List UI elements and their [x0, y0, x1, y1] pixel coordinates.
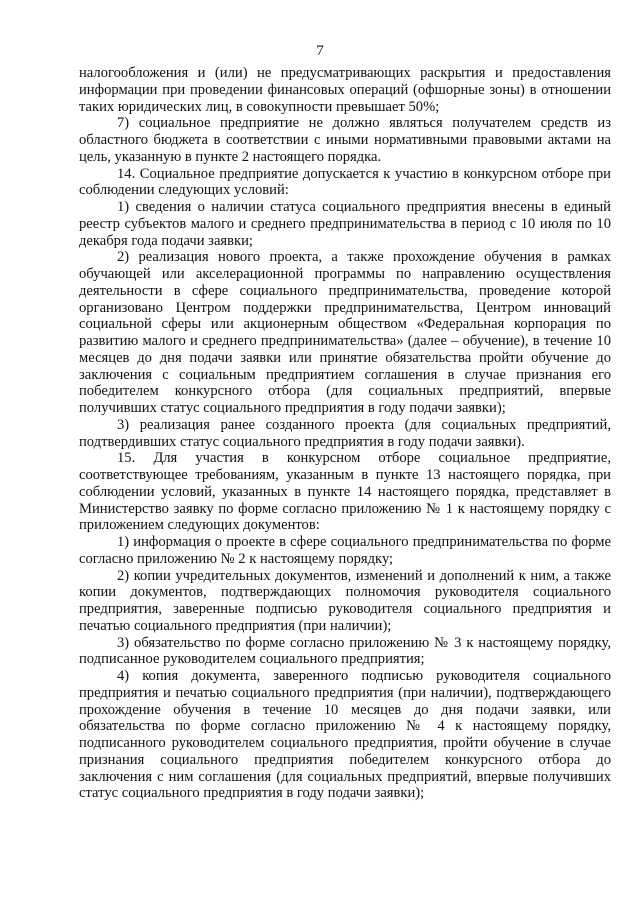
paragraph-clause-14: 14. Социальное предприятие допускается к участию в конкурсном отборе при соблюдении следующих условий: — [79, 165, 611, 199]
document-body — [79, 65, 611, 802]
paragraph-continuation: налогообложения и (или) не предусматривающих раскрытия и предоставления информации при проведении финансовых операций (офшорные зоны) в отношении таких юридических лиц, в совокупности превышает 50%; — [79, 65, 611, 115]
paragraph-item-7: 7) социальное предприятие не должно являться получателем средств из областного бюджета в соответствии с иными нормативными правовыми актами на цель, указанную в пункте 2 настоящего порядка. — [79, 115, 611, 165]
page-number: 7 — [316, 43, 324, 59]
paragraph-15-item-4: 4) копия документа, заверенного подписью руководителя социального предприятия и печатью социального предприятия (при наличии), подтверждающего прохождение обучения в течение 10 месяцев до дня подачи заявки, или обязательства по форме согласно приложению № 4 к настоящему порядку, подписанного руководителем социального предприятия, пройти обучение в случае признания социального предприятия победителем конкурсного отбора до заключения с ним соглашения (для социальных предприятий, впервые получивших статус социального предприятия в году подачи заявки); — [79, 668, 611, 802]
paragraph-clause-15: 15. Для участия в конкурсном отборе социальное предприятие, соответствующее требованиям, указанным в пункте 13 настоящего порядка, при соблюдении условий, указанных в пункте 14 настоящего порядка, представляет в Министерство заявку по форме согласно приложению № 1 к настоящему порядку с приложением следующих документов: — [79, 450, 611, 534]
paragraph-14-item-3: 3) реализация ранее созданного проекта (для социальных предприятий, подтвердивших статус социального предприятия в году подачи заявки). — [79, 416, 611, 450]
paragraph-14-item-2: 2) реализация нового проекта, а также прохождение обучения в рамках обучающей или акселерационной программы по направлению осуществления деятельности в сфере социального предпринимательства, проведение которой организовано Центром поддержки предпринимательства, Центром инноваций социальной сферы или акционерным обществом «Федеральная корпорация по развитию малого и среднего предпринимательства» (далее – обучение), в течение 10 месяцев до дня подачи заявки или принятие обязательства пройти обучение до заключения с социальным предприятием соглашения в случае признания его победителем конкурсного отбора (для социальных предприятий, впервые получивших статус социального предприятия в году подачи заявки); — [79, 249, 611, 416]
paragraph-14-item-1: 1) сведения о наличии статуса социального предприятия внесены в единый реестр субъектов малого и среднего предпринимательства в период с 10 июля по 10 декабря года подачи заявки; — [79, 199, 611, 249]
paragraph-15-item-2: 2) копии учредительных документов, изменений и дополнений к ним, а также копии документов, подтверждающих полномочия руководителя социального предприятия, заверенные подписью руководителя социального предприятия и печатью социального предприятия (при наличии); — [79, 567, 611, 634]
paragraph-15-item-3: 3) обязательство по форме согласно приложению № 3 к настоящему порядку, подписанное руководителем социального предприятия; — [79, 634, 611, 668]
paragraph-15-item-1: 1) информация о проекте в сфере социального предпринимательства по форме согласно приложению № 2 к настоящему порядку; — [79, 534, 611, 567]
